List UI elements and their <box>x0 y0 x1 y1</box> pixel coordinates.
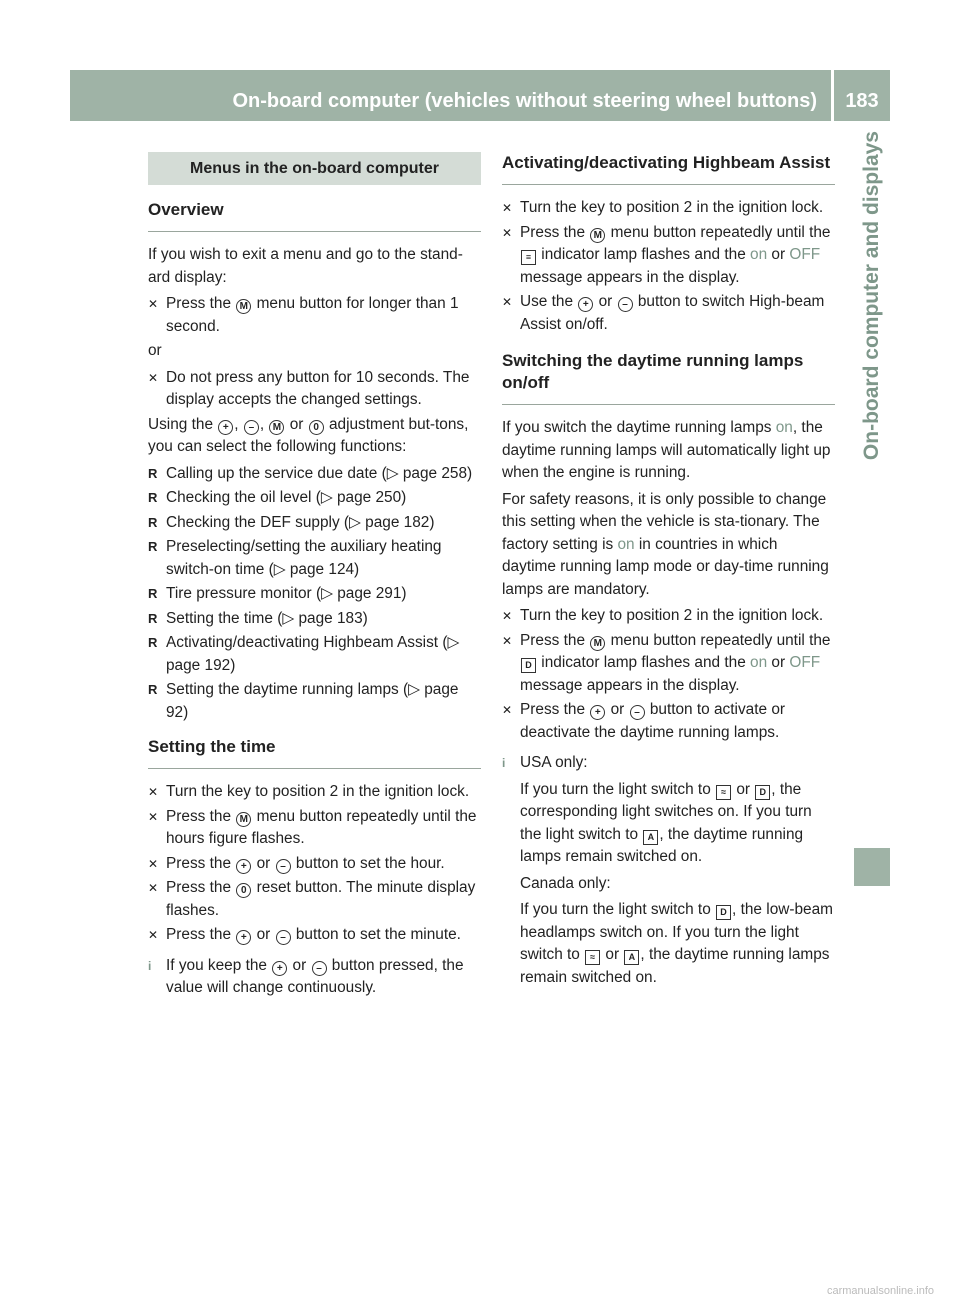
menu-button-icon: M <box>236 299 251 314</box>
menu-button-icon: M <box>269 420 284 435</box>
note-heading: USA only: <box>520 754 588 771</box>
plus-button-icon: + <box>218 420 233 435</box>
display-text-off: OFF <box>789 246 821 263</box>
list-item: R Activating/deactivating Highbeam Assist (▷ page 192) <box>148 634 460 674</box>
step-arrow-icon: ✕ <box>502 633 513 648</box>
divider <box>148 231 481 232</box>
step-arrow-icon: ✕ <box>148 856 159 871</box>
display-text-on: on <box>750 246 768 263</box>
list-item: R Checking the oil level (▷ page 250) <box>148 487 481 510</box>
parking-lamps-icon: ≈ <box>716 785 731 800</box>
note-heading: Canada only: <box>520 874 611 892</box>
minus-button-icon: – <box>244 420 259 435</box>
parking-lamps-icon: ≈ <box>585 950 600 965</box>
reset-button-icon: 0 <box>309 420 324 435</box>
step-arrow-icon: ✕ <box>502 225 513 240</box>
paragraph: If you wish to exit a menu and go to the stand-ard display: <box>148 246 463 286</box>
heading-daytime-lamps: Switching the daytime running lamps on/off <box>502 351 804 392</box>
menu-button-icon: M <box>590 636 605 651</box>
left-column <box>148 148 481 1002</box>
plus-button-icon: + <box>578 297 593 312</box>
bullet-icon: R <box>148 465 158 481</box>
minus-button-icon: – <box>618 297 633 312</box>
step-arrow-icon: ✕ <box>148 297 159 311</box>
display-text-off: OFF <box>789 654 821 671</box>
list-item: R Setting the daytime running lamps (▷ page 92) <box>148 681 459 721</box>
divider <box>502 184 835 185</box>
display-text-on: on <box>750 654 768 671</box>
highbeam-assist-icon: ≡ <box>521 250 536 265</box>
step: ✕ Press the M menu button for longer than 1 second. <box>148 295 459 335</box>
list-item: R Tire pressure monitor (▷ page 291) <box>148 583 481 606</box>
step-arrow-icon: ✕ <box>148 809 159 824</box>
divider <box>502 404 835 405</box>
plus-button-icon: + <box>272 961 287 976</box>
menu-button-icon: M <box>590 228 605 243</box>
minus-button-icon: – <box>312 961 327 976</box>
menu-button-icon: M <box>236 812 251 827</box>
step: ✕ Press the M menu button repeatedly until the hours figure flashes. <box>148 807 477 847</box>
step-arrow-icon: ✕ <box>502 201 513 215</box>
watermark: carmanualsonline.info <box>826 1285 934 1297</box>
bullet-icon: R <box>148 586 158 601</box>
plus-button-icon: + <box>236 930 251 945</box>
step: ✕ Press the M menu button repeatedly until the ≡ indicator lamp flashes and the on or OFF message appears in the display. <box>502 223 831 286</box>
step: ✕ Press the M menu button repeatedly until the D indicator lamp flashes and the on or OFF message appears in the display. <box>502 631 831 694</box>
step-arrow-icon: ✕ <box>148 370 159 385</box>
heading-setting-time: Setting the time <box>148 737 276 756</box>
list-item: R Calling up the service due date (▷ page 258) <box>148 463 481 486</box>
step: ✕ Do not press any button for 10 seconds. The display accepts the changed settings. <box>148 368 470 408</box>
minus-button-icon: – <box>630 705 645 720</box>
low-beam-icon: D <box>755 785 770 800</box>
info-icon: i <box>502 756 506 770</box>
bullet-icon: R <box>148 514 158 530</box>
display-text-on: on <box>617 535 635 553</box>
heading-overview: Overview <box>148 200 224 219</box>
plus-button-icon: + <box>590 705 605 720</box>
minus-button-icon: – <box>276 859 291 874</box>
step: ✕ Use the + or – button to switch High-beam Assist on/off. <box>502 293 825 333</box>
side-tab <box>855 121 889 821</box>
page-header-title: On-board computer (vehicles without steering wheel buttons) <box>232 90 817 112</box>
side-tab-marker <box>854 848 890 886</box>
list-item: R Setting the time (▷ page 183) <box>148 608 481 631</box>
display-text-on: on <box>775 419 793 436</box>
step: ✕ Turn the key to position 2 in the ignition lock. <box>502 197 835 220</box>
paragraph: Using the + , – , M or 0 adjustment but-tons, you can select the following functions: <box>148 415 469 455</box>
step: ✕ Turn the key to position 2 in the ignition lock. <box>502 605 835 628</box>
plus-button-icon: + <box>236 859 251 874</box>
note: i If you keep the + or – button pressed, the value will change continuously. <box>148 956 464 996</box>
low-beam-icon: D <box>521 658 536 673</box>
paragraph: If you switch the daytime running lamps on, the daytime running lamps will automatically light up when the engine is running. <box>502 419 831 481</box>
list-item: R Checking the DEF supply (▷ page 182) <box>148 512 481 535</box>
page-number: 183 <box>834 70 890 121</box>
note-paragraph: If you turn the light switch to ≈ or D , the corresponding light switches on. If you turn the light switch to A , the daytime running lamps remain switched on. <box>520 780 812 865</box>
step-arrow-icon: ✕ <box>148 928 159 942</box>
reset-button-icon: 0 <box>236 883 251 898</box>
or-text: or <box>148 342 162 359</box>
minus-button-icon: – <box>276 930 291 945</box>
side-tab-label: On-board computer and displays <box>860 131 883 461</box>
auto-light-icon: A <box>624 950 639 965</box>
heading-highbeam-assist: Activating/deactivating Highbeam Assist <box>502 153 831 172</box>
step-arrow-icon: ✕ <box>148 785 159 799</box>
bullet-icon: R <box>148 539 158 554</box>
paragraph: For safety reasons, it is only possible to change this setting when the vehicle is sta-tionary. The factory setting is on in countries in which daytime running lamp mode or day-time running lamps are mandatory. <box>502 490 829 598</box>
step: ✕ Press the + or – button to set the hour. <box>148 853 481 876</box>
step-arrow-icon: ✕ <box>502 609 513 623</box>
divider <box>148 768 481 769</box>
note <box>502 752 835 989</box>
bullet-icon: R <box>148 490 158 505</box>
info-icon: i <box>148 958 152 973</box>
list-item: R Preselecting/setting the auxiliary heating switch-on time (▷ page 124) <box>148 538 442 578</box>
bullet-icon: R <box>148 682 158 697</box>
step-arrow-icon: ✕ <box>502 703 513 717</box>
section-box-title: Menus in the on-board computer <box>148 152 481 185</box>
bullet-icon: R <box>148 635 158 650</box>
step-arrow-icon: ✕ <box>502 295 513 309</box>
step: ✕ Turn the key to position 2 in the ignition lock. <box>148 781 481 804</box>
right-column <box>502 148 835 993</box>
step: ✕ Press the + or – button to activate or deactivate the daytime running lamps. <box>502 701 786 741</box>
step-arrow-icon: ✕ <box>148 881 159 895</box>
note-paragraph: If you turn the light switch to D , the low-beam headlamps switch on. If you turn the light switch to ≈ or A , the daytime running lamps remain switched on. <box>520 901 833 986</box>
bullet-icon: R <box>148 610 158 626</box>
auto-light-icon: A <box>643 830 658 845</box>
low-beam-icon: D <box>716 905 731 920</box>
step: ✕ Press the + or – button to set the minute. <box>148 924 481 947</box>
step: ✕ Press the 0 reset button. The minute display flashes. <box>148 879 476 919</box>
